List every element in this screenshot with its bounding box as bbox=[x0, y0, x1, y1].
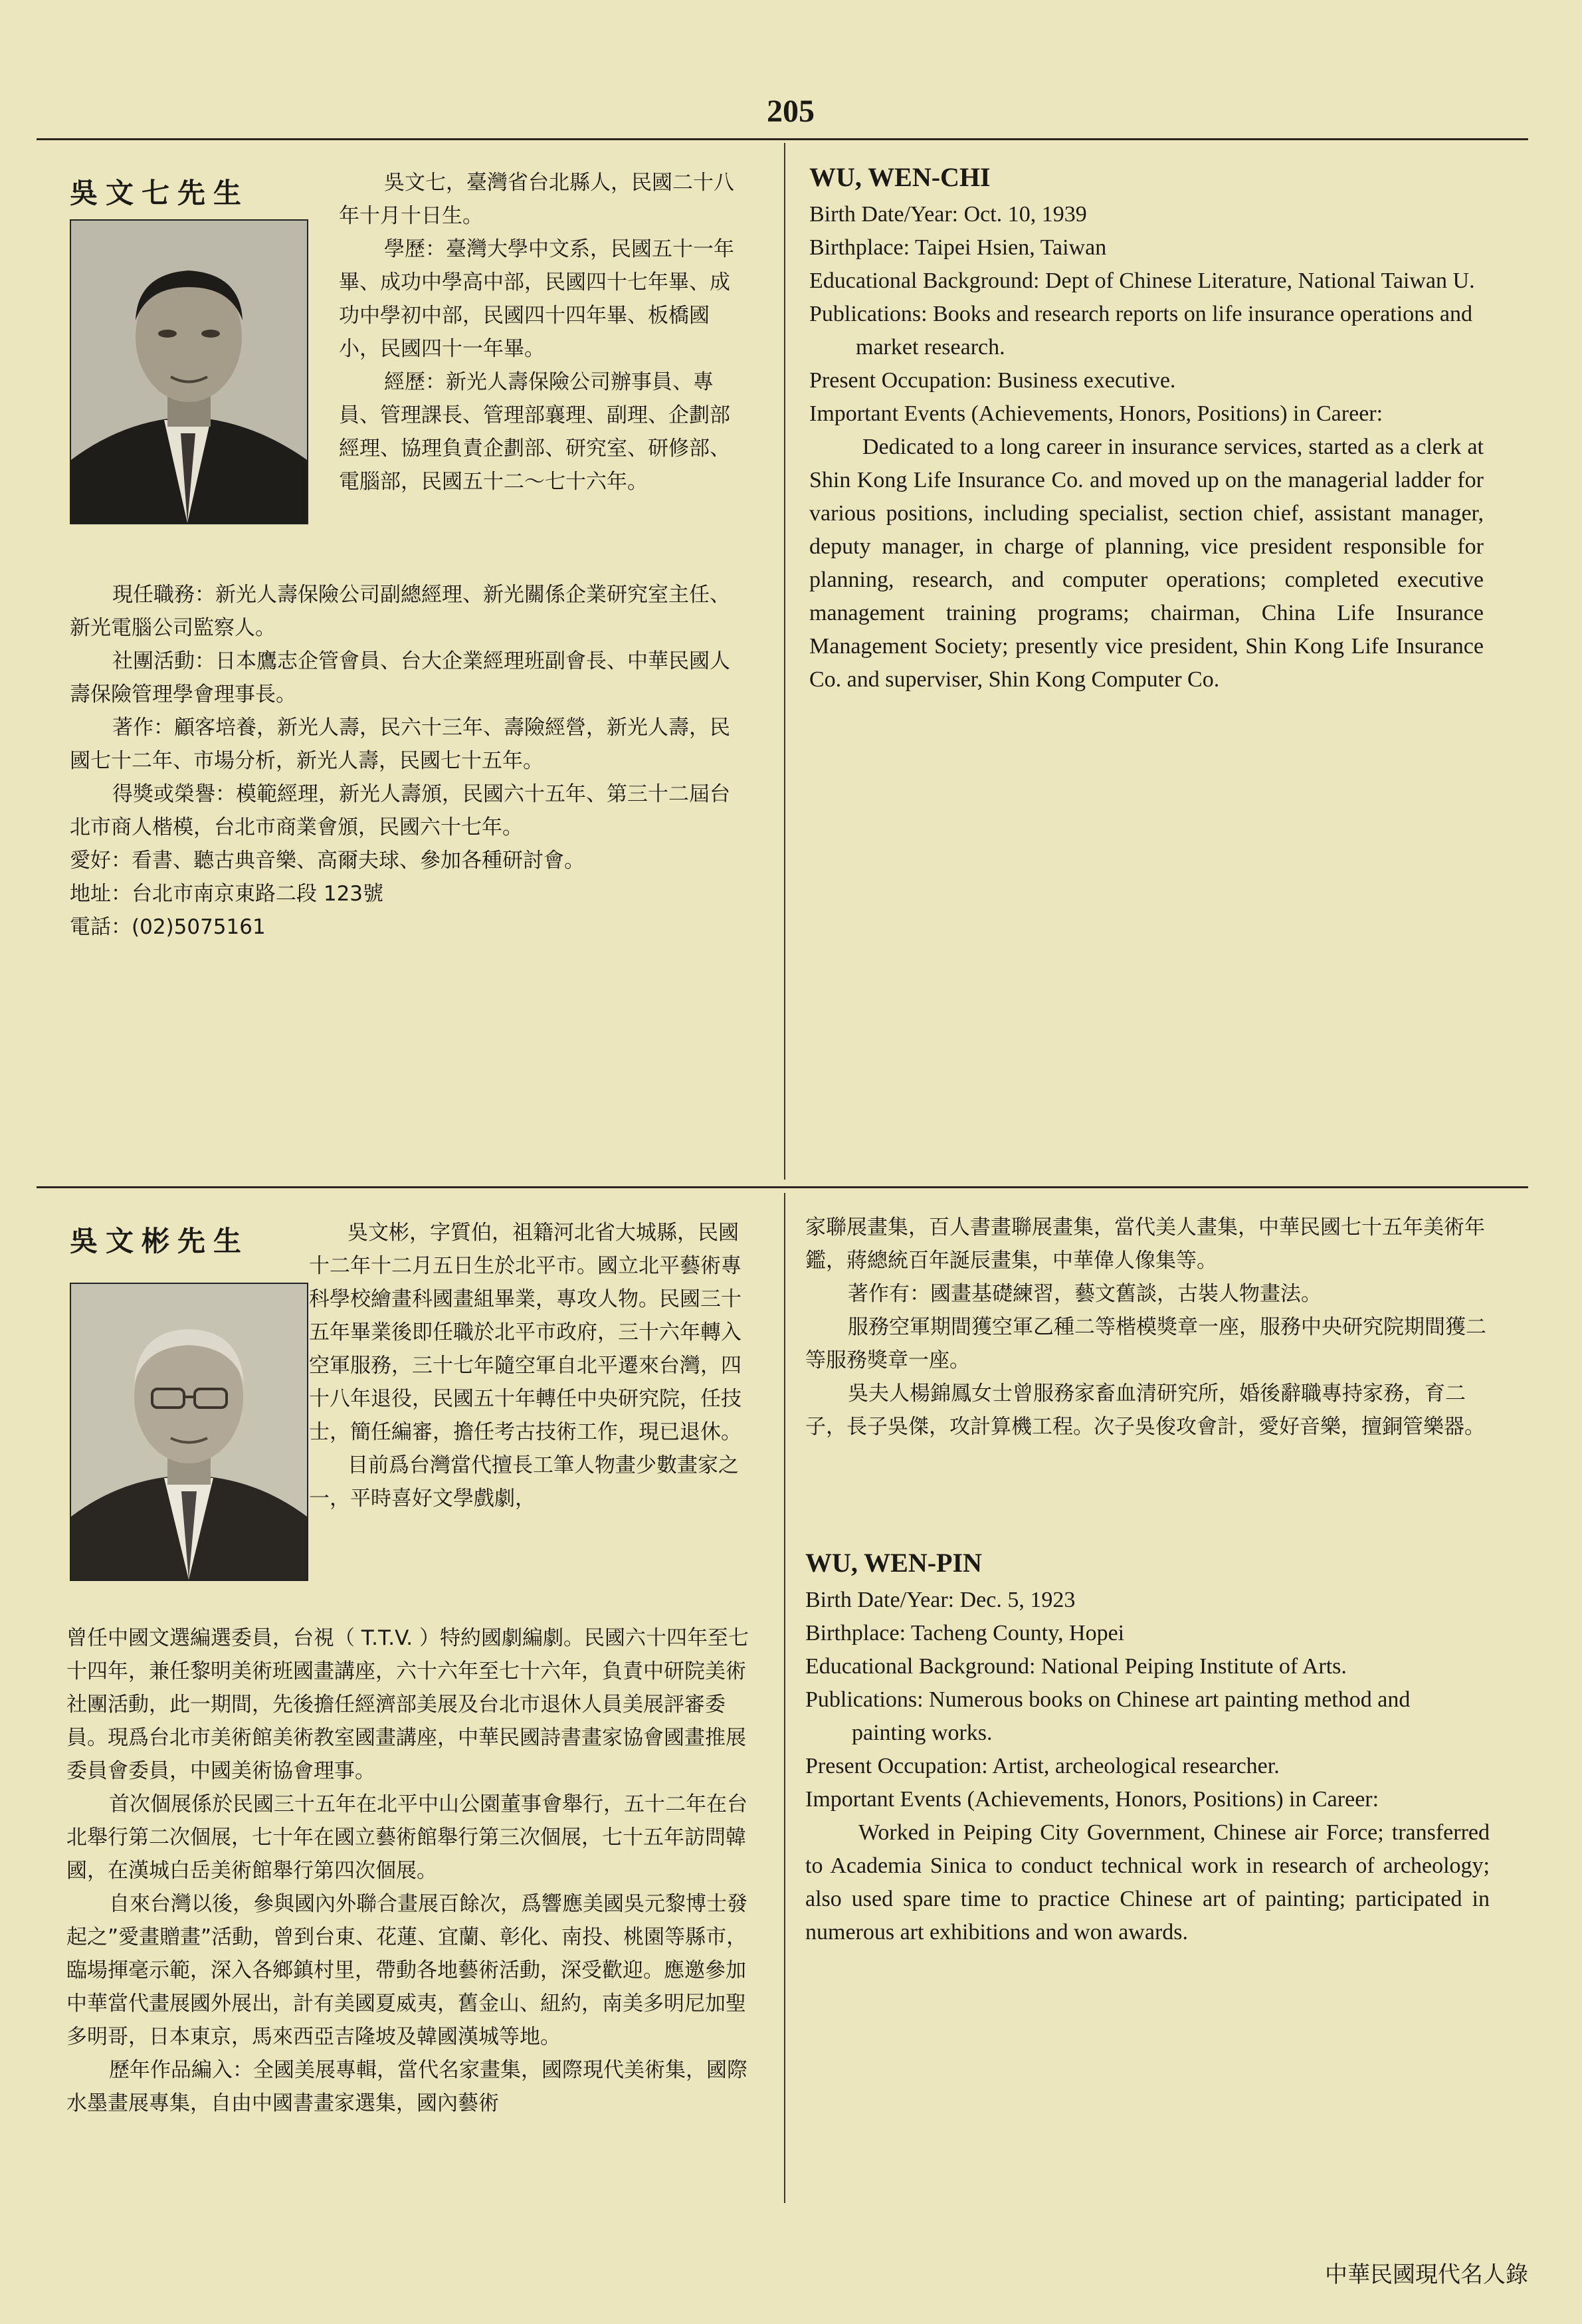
honors-zh: 得獎或榮譽：模範經理，新光人壽頒，民國六十五年、第三十二屆台北市商人楷模，台北市商業會頒，民國六十七年。 bbox=[70, 782, 730, 839]
chinese-name: 吳文七先生 bbox=[70, 177, 250, 209]
education: Educational Background: National Peiping Institute of Arts. bbox=[805, 1654, 1347, 1679]
chinese-name: 吳文彬先生 bbox=[70, 1225, 250, 1257]
portrait-photo bbox=[70, 1283, 308, 1581]
chinese-bio-top bbox=[339, 166, 744, 498]
chinese-bio-bottom bbox=[66, 1622, 751, 2120]
portrait-photo bbox=[70, 219, 308, 524]
bio-paragraph: 自來台灣以後，參與國內外聯合畫展百餘次，爲響應美國吳元黎博士發起之”愛畫贈畫”活動，曾到台東、花蓮、宜蘭、彰化、南投、桃園等縣市，臨場揮毫示範，深入各鄉鎮村里，帶動各地藝術活動，深受歡迎。應邀參加中華當代畫展國外展出，計有美國夏威夷，舊金山、紐約，南美多明尼加聖多明哥，日本東京，馬來西亞吉隆坡及韓國漢城等地。 bbox=[66, 1892, 747, 2049]
book-title-footer: 中華民國現代名人錄 bbox=[1325, 2262, 1528, 2288]
current-position: 現任職務：新光人壽保險公司副總經理、新光關係企業研究室主任、新光電腦公司監察人。 bbox=[70, 583, 730, 640]
bio-paragraph: 吳文七，臺灣省台北縣人，民國二十八年十月十日生。 bbox=[339, 171, 734, 228]
publications: Publications: Numerous books on Chinese art painting method and painting works. bbox=[805, 1687, 1411, 1745]
english-name: WU, WEN-CHI bbox=[809, 162, 991, 192]
hobbies-zh: 愛好：看書、聽古典音樂、高爾夫球、參加各種研討會。 bbox=[70, 849, 585, 873]
english-name: WU, WEN-PIN bbox=[805, 1548, 982, 1578]
english-bio bbox=[805, 1545, 1490, 1949]
events-text: Worked in Peiping City Government, Chinese air Force; transferred to Academia Sinica to conduct technical work in research of archeology; also used spare time to practice Chinese art of painting; participated in numerous art exhibitions and won awards. bbox=[805, 1820, 1490, 1945]
occupation: Present Occupation: Artist, archeological researcher. bbox=[805, 1754, 1280, 1778]
portrait-image bbox=[71, 1284, 307, 1580]
bio-paragraph: 學歷：臺灣大學中文系，民國五十一年畢、成功中學高中部，民國四十七年畢、成功中學初中部，民國四十四年畢、板橋國小，民國四十一年畢。 bbox=[339, 237, 734, 361]
english-bio bbox=[809, 159, 1484, 696]
bio-paragraph: 目前爲台灣當代擅長工筆人物畫少數畫家之一，平時喜好文學戲劇， bbox=[309, 1453, 739, 1511]
birth-date: Birth Date/Year: Dec. 5, 1923 bbox=[805, 1588, 1076, 1612]
page-number: 205 bbox=[767, 94, 815, 129]
bio-paragraph: 首次個展係於民國三十五年在北平中山公園董事會舉行，五十二年在台北舉行第二次個展，七十年在國立藝術館舉行第三次個展，七十五年訪問韓國，在漢城白岳美術館舉行第四次個展。 bbox=[66, 1792, 747, 1883]
bio-paragraph: 吳文彬，字質伯，祖籍河北省大城縣，民國十二年十二月五日生於北平市。國立北平藝術專科學校繪畫科國畫組畢業，專攻人物。民國三十五年畢業後即任職於北平市政府，三十六年轉入空軍服務，三十七年隨空軍自北平遷來台灣，四十八年退役，民國五十年轉任中央研究院，任技士，簡任編審，擔任考古技術工作，現已退休。 bbox=[309, 1221, 742, 1444]
events-label: Important Events (Achievements, Honors, Positions) in Career: bbox=[809, 401, 1383, 426]
occupation: Present Occupation: Business executive. bbox=[809, 368, 1176, 393]
bio-paragraph: 家聯展畫集，百人書畫聯展畫集，當代美人畫集，中華民國七十五年美術年鑑，蔣總統百年誕辰畫集，中華偉人像集等。 bbox=[805, 1215, 1485, 1273]
publications: Publications: Books and research reports on life insurance operations and market research. bbox=[809, 302, 1473, 360]
entry-divider-rule bbox=[37, 1186, 1528, 1188]
birthplace: Birthplace: Taipei Hsien, Taiwan bbox=[809, 235, 1107, 260]
events-label: Important Events (Achievements, Honors, Positions) in Career: bbox=[805, 1787, 1379, 1812]
column-divider bbox=[784, 143, 785, 1180]
bio-paragraph: 服務空軍期間獲空軍乙種二等楷模獎章一座，服務中央研究院期間獲二等服務獎章一座。 bbox=[805, 1315, 1486, 1372]
address-zh: 地址：台北市南京東路二段 123號 bbox=[70, 882, 384, 906]
bio-paragraph: 經歷：新光人壽保險公司辦事員、專員、管理課長、管理部襄理、副理、企劃部經理、協理負責企劃部、研究室、研修部、電腦部，民國五十二～七十六年。 bbox=[339, 370, 730, 494]
birthplace: Birthplace: Tacheng County, Hopei bbox=[805, 1621, 1125, 1645]
header-rule bbox=[37, 138, 1528, 140]
publications-zh: 著作：顧客培養，新光人壽，民六十三年、壽險經營，新光人壽，民國七十二年、市場分析，新光人壽，民國七十五年。 bbox=[70, 716, 730, 773]
bio-paragraph: 著作有：國畫基礎練習，藝文舊談，古裝人物畫法。 bbox=[848, 1282, 1322, 1306]
events-text: Dedicated to a long career in insurance services, started as a clerk at Shin Kong Life Insurance Co. and moved up on the managerial ladder for various positions, including specialist, section chief, assistant manager, deputy manager, in charge of planning, vice president responsible for planning, research, and computer operations; completed executive management training programs; chairman, China Life Insurance Management Society; presently vice president, Shin Kong Life Insurance Co. and superviser, Shin Kong Computer Co. bbox=[809, 435, 1484, 692]
chinese-bio-bottom bbox=[70, 578, 747, 944]
bio-paragraph: 曾任中國文選編選委員，台視（ T.T.V. ）特約國劇編劇。民國六十四年至七十四年，兼任黎明美術班國畫講座，六十六年至七十六年，負責中研院美術社團活動，此一期間，先後擔任經濟部美展及台北市退休人員美展評審委員。現爲台北市美術館美術教室國畫講座，中華民國詩書畫家協會國畫推展委員會委員，中國美術協會理事。 bbox=[66, 1626, 749, 1783]
chinese-bio-right bbox=[805, 1211, 1490, 1443]
associations: 社團活動：日本鷹志企管會員、台大企業經理班副會長、中華民國人壽保險管理學會理事長。 bbox=[70, 649, 730, 706]
phone-zh: 電話：(02)5075161 bbox=[70, 915, 266, 939]
column-divider bbox=[784, 1193, 785, 2203]
chinese-bio-top bbox=[309, 1216, 744, 1515]
birth-date: Birth Date/Year: Oct. 10, 1939 bbox=[809, 202, 1087, 227]
bio-paragraph: 歷年作品編入：全國美展專輯，當代名家畫集，國際現代美術集，國際水墨畫展專集，自由中國書畫家選集，國內藝術 bbox=[66, 2058, 747, 2115]
education: Educational Background: Dept of Chinese Literature, National Taiwan U. bbox=[809, 268, 1475, 293]
portrait-image bbox=[71, 221, 307, 523]
bio-paragraph: 吳夫人楊錦鳳女士曾服務家畜血清研究所，婚後辭職專持家務，育二子，長子吳傑，攻計算機工程。次子吳俊攻會計，愛好音樂，擅銅管樂器。 bbox=[805, 1382, 1485, 1439]
